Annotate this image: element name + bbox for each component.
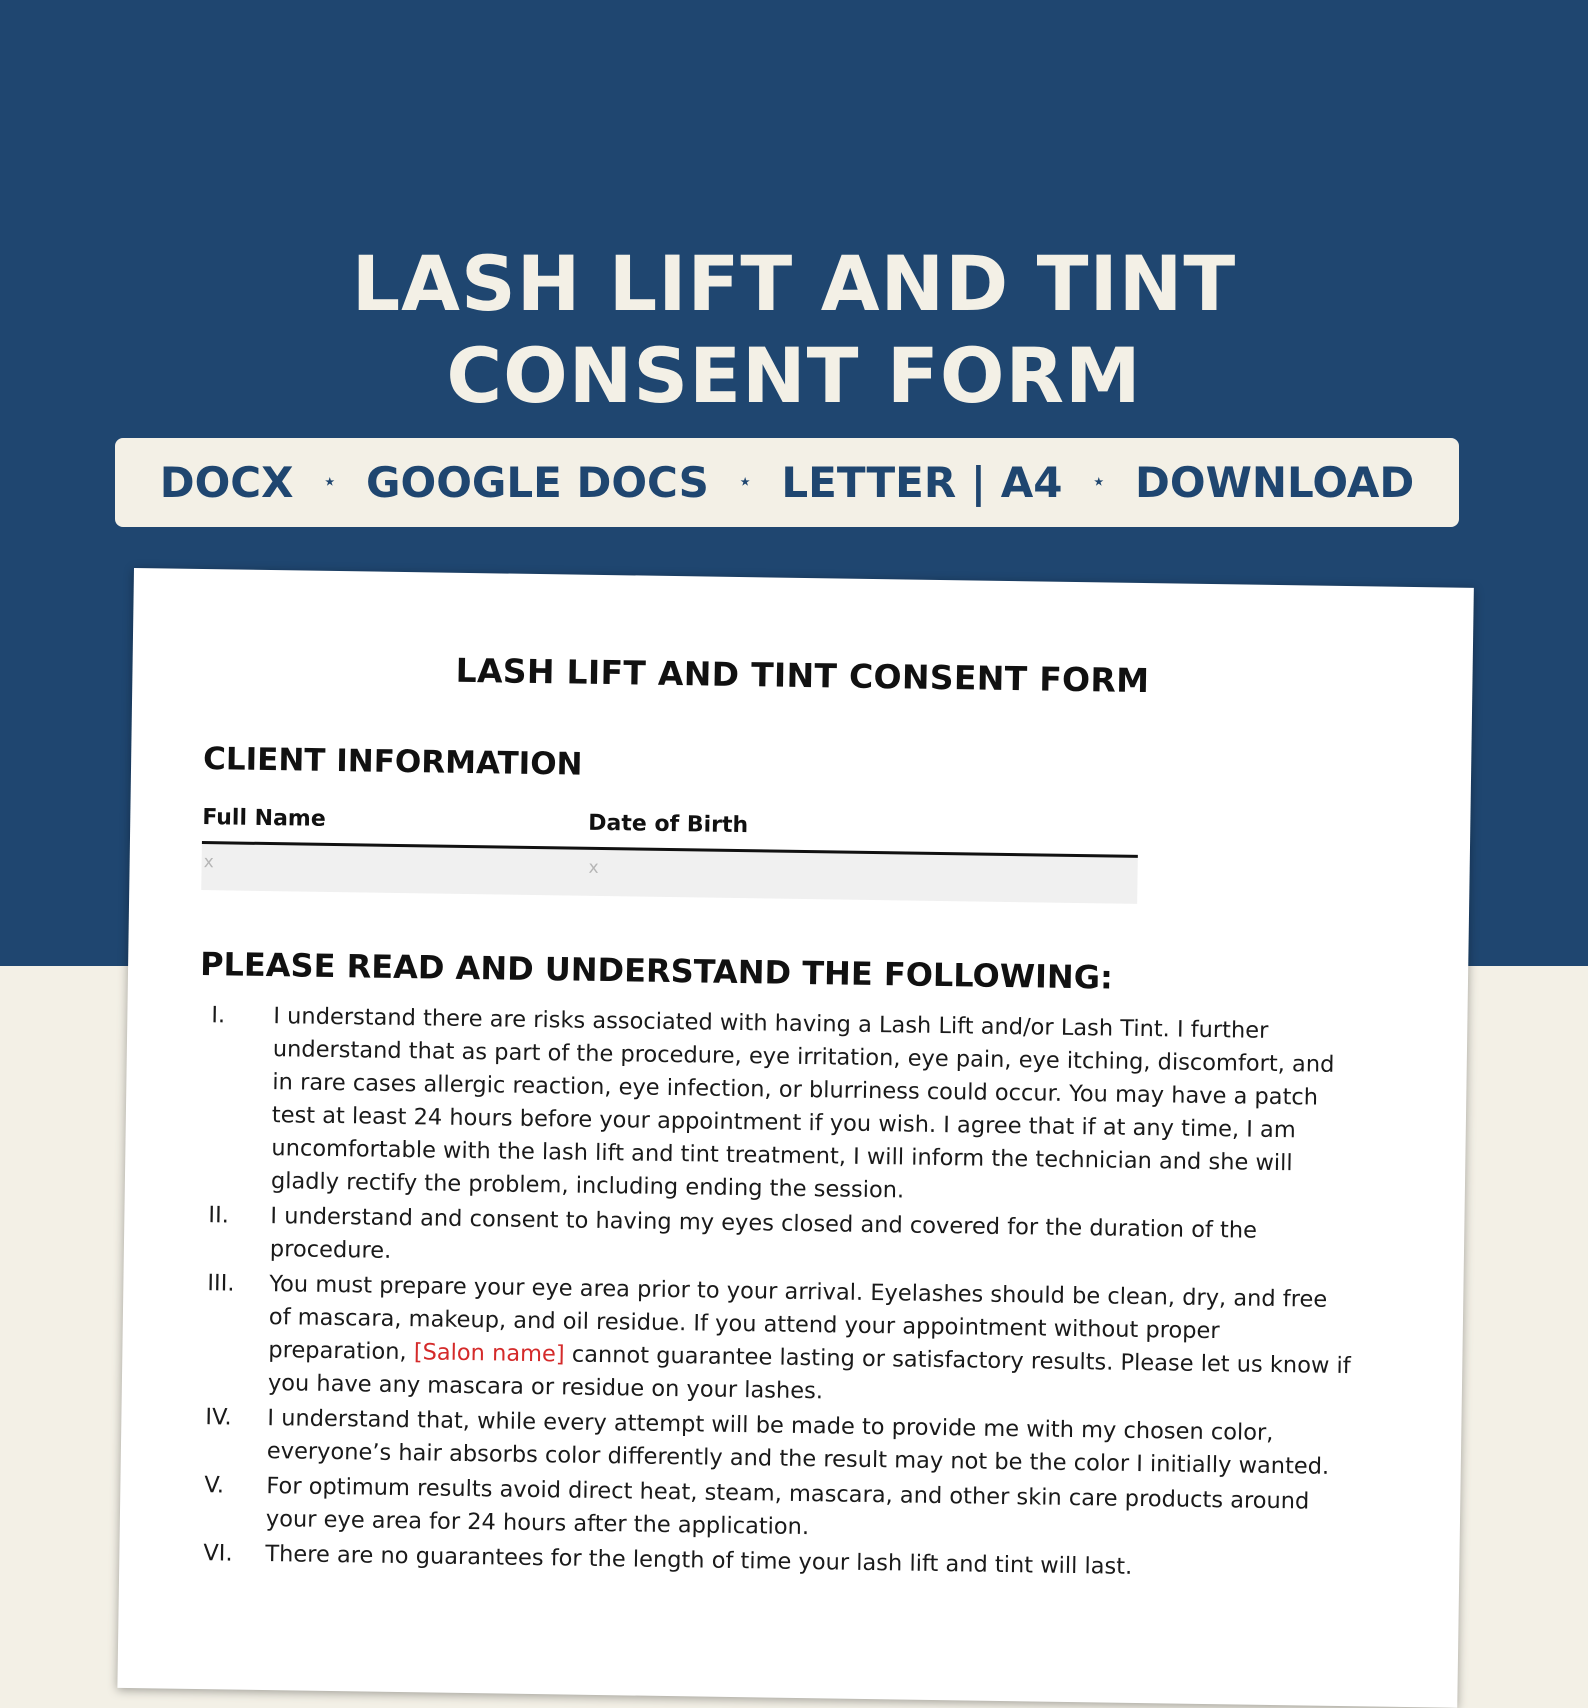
term-item <box>194 1267 1356 1416</box>
term-text: For optimum results avoid direct heat, steam, mascara, and other skin care products around your eye area for 24 hours after the application. <box>265 1473 1310 1541</box>
format-letter-a4: LETTER | A4 <box>781 458 1063 507</box>
term-number: VI. <box>203 1540 233 1567</box>
term-text: I understand there are risks associated with having a Lash Lift and/or Lash Tint. I further understand that as part of the procedure, eye irritation, eye pain, eye itching, discomfort, and in rare cases allergic reaction, eye infection, or blurriness could occur. You may have a patch test at least 24 hours before your appointment if you wish. I agree that if at any time, I am uncomfortable with the lash lift and tint treatment, I will inform the technician and she will gladly rectify the problem, including ending the session. <box>270 1003 1335 1204</box>
term-number: I. <box>211 1002 226 1029</box>
star-separator-icon: ⋆ <box>1092 468 1106 493</box>
hero-title <box>0 238 1588 422</box>
term-item <box>197 999 1360 1214</box>
format-docx: DOCX <box>159 458 294 507</box>
date-of-birth-label: Date of Birth <box>588 810 749 839</box>
full-name-field[interactable]: x <box>203 852 214 873</box>
term-number: IV. <box>205 1404 232 1431</box>
client-information-heading: CLIENT INFORMATION <box>202 741 583 783</box>
term-text-start: You must prepare your eye area prior to your arrival. Eyelashes should be clean, dry, and free of mascara, makeup, and oil residue. If you attend your appointment without proper preparation, <box>268 1271 1328 1366</box>
read-understand-heading: PLEASE READ AND UNDERSTAND THE FOLLOWING: <box>199 945 1114 997</box>
client-fields-row <box>201 841 1138 904</box>
salon-name-placeholder: [Salon name] <box>413 1339 565 1368</box>
date-of-birth-field[interactable]: x <box>588 857 599 878</box>
full-name-label: Full Name <box>202 805 326 832</box>
term-number: II. <box>208 1202 230 1229</box>
term-text: There are no guarantees for the length of time your lash lift and tint will last. <box>265 1541 1133 1580</box>
hero-title-line-2: CONSENT FORM <box>446 331 1142 420</box>
format-google-docs: GOOGLE DOCS <box>366 458 709 507</box>
document-preview <box>117 568 1473 1708</box>
format-bar <box>115 438 1459 527</box>
term-number: V. <box>204 1472 225 1499</box>
terms-list <box>191 999 1359 1589</box>
document-title: LASH LIFT AND TINT CONSENT FORM <box>455 650 1150 701</box>
term-text-end: cannot guarantee lasting or satisfactory results. Please let us know if you have any mascara or residue on your lashes. <box>267 1341 1351 1405</box>
star-separator-icon: ⋆ <box>738 468 752 493</box>
term-text: I understand that, while every attempt will be made to provide me with my chosen color, everyone’s hair absorbs color differently and the result may not be the color I initially wanted. <box>266 1405 1330 1480</box>
hero-title-line-1: LASH LIFT AND TINT <box>351 239 1237 328</box>
term-text: I understand and consent to having my eyes closed and covered for the duration of the procedure. <box>269 1203 1258 1264</box>
term-number: III. <box>207 1270 235 1297</box>
format-download: DOWNLOAD <box>1135 458 1415 507</box>
star-separator-icon: ⋆ <box>323 468 337 493</box>
